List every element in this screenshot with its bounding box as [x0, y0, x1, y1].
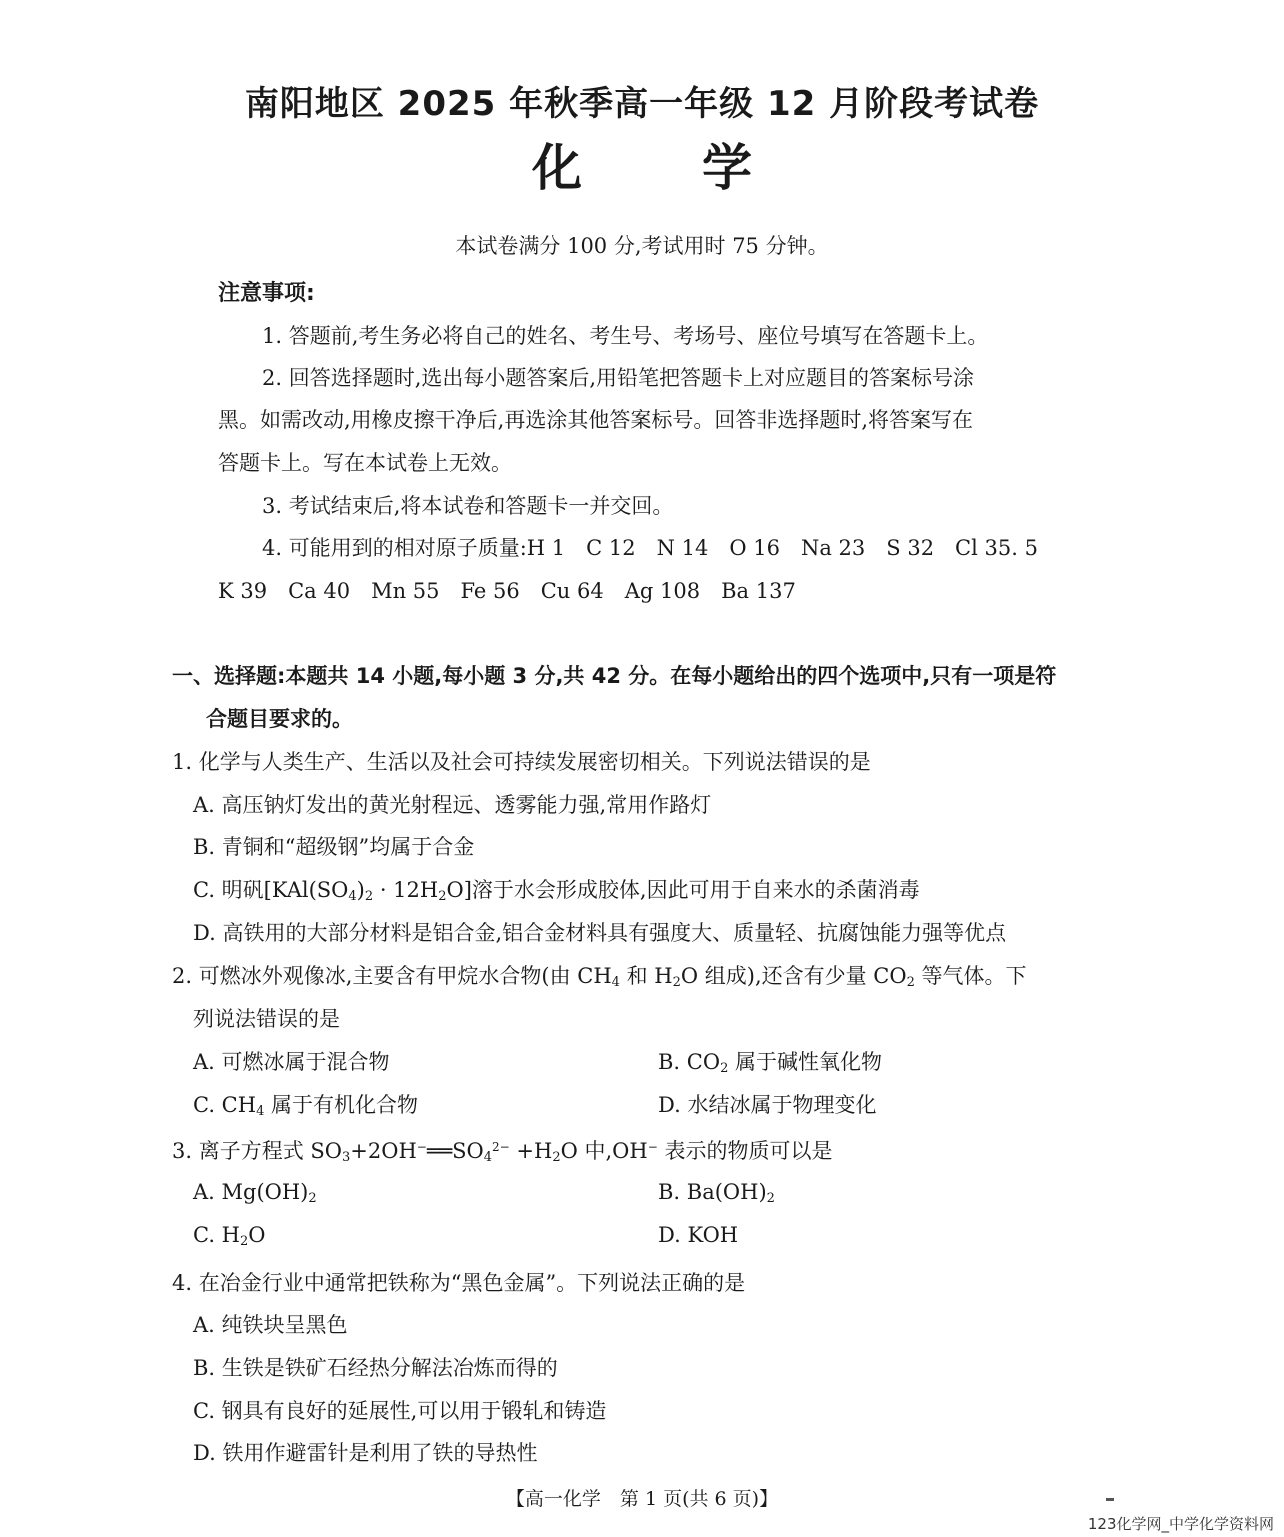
- notice-line: 黑。如需改动,用橡皮擦干净后,再选涂其他答案标号。回答非选择题时,将答案写在: [218, 408, 974, 432]
- text: 等气体。下: [914, 964, 1027, 988]
- q1-option-d: D. 高铁用的大部分材料是铝合金,铝合金材料具有强度大、质量轻、抗腐蚀能力强等优点: [193, 921, 1007, 945]
- text: +H: [509, 1139, 553, 1163]
- q3-option-c: [193, 1223, 265, 1249]
- text: A. Mg(OH): [193, 1180, 309, 1204]
- question-2-stem: [172, 960, 1027, 990]
- watermark: 123化学网_中学化学资料网: [1087, 1515, 1274, 1533]
- text: C. CH: [193, 1093, 257, 1117]
- text: O]溶于水会形成胶体,因此可用于自来水的杀菌消毒: [446, 878, 920, 902]
- text: 表示的物质可以是: [657, 1139, 833, 1163]
- notice-line: 3. 考试结束后,将本试卷和答题卡一并交回。: [262, 494, 674, 518]
- text: B. Ba(OH): [658, 1180, 767, 1204]
- subscript: 2: [720, 1061, 729, 1076]
- text: O 中,OH: [560, 1139, 648, 1163]
- text: B. CO: [658, 1050, 721, 1074]
- subscript: 2: [308, 1191, 317, 1206]
- subscript: 4: [348, 889, 357, 904]
- subject-title: 化学: [532, 139, 872, 197]
- page-footer: 【高一化学 第 1 页(共 6 页)】: [505, 1488, 779, 1510]
- subscript: 2: [552, 1150, 561, 1165]
- notice-line: 4. 可能用到的相对原子质量:H 1 C 12 N 14 O 16 Na 23 S 32 Cl 35. 5: [262, 536, 1038, 560]
- q2-option-d: D. 水结冰属于物理变化: [658, 1093, 877, 1117]
- q4-option-c: C. 钢具有良好的延展性,可以用于锻轧和铸造: [193, 1399, 607, 1423]
- text: 属于有机化合物: [264, 1093, 419, 1117]
- superscript: 2−: [492, 1140, 510, 1154]
- subscript: 4: [483, 1150, 493, 1165]
- subscript: 4: [256, 1104, 265, 1119]
- superscript: −: [416, 1140, 427, 1154]
- text: · 12H: [373, 878, 439, 902]
- q3-option-a: [193, 1180, 317, 1206]
- q1-option-c: [193, 874, 920, 904]
- subscript: 2: [438, 889, 447, 904]
- exam-meta: 本试卷满分 100 分,考试用时 75 分钟。: [455, 234, 829, 258]
- notice-heading: 注意事项:: [218, 281, 315, 306]
- question-2-stem-cont: 列说法错误的是: [193, 1007, 340, 1031]
- subscript: 2: [239, 1234, 249, 1249]
- text: 属于碱性氧化物: [728, 1050, 883, 1074]
- superscript: −: [647, 1140, 658, 1154]
- notice-line: 2. 回答选择题时,选出每小题答案后,用铅笔把答题卡上对应题目的答案标号涂: [262, 366, 975, 390]
- divider: [1106, 1498, 1114, 1501]
- q2-option-c: [193, 1089, 418, 1119]
- q4-option-b: B. 生铁是铁矿石经热分解法冶炼而得的: [193, 1356, 558, 1380]
- question-1-stem: 1. 化学与人类生产、生活以及社会可持续发展密切相关。下列说法错误的是: [172, 750, 871, 774]
- subscript: 2: [364, 889, 374, 904]
- text: O 组成),还含有少量 CO: [680, 964, 907, 988]
- notice-line: 1. 答题前,考生务必将自己的姓名、考生号、考场号、座位号填写在答题卡上。: [262, 324, 989, 348]
- notice-line: 答题卡上。写在本试卷上无效。: [218, 451, 512, 475]
- section-heading: 一、选择题:本题共 14 小题,每小题 3 分,共 42 分。在每小题给出的四个选项中,只有一项是符: [172, 664, 1057, 688]
- exam-title: 南阳地区 2025 年秋季高一年级 12 月阶段考试卷: [244, 84, 1040, 124]
- subscript: 3: [342, 1150, 351, 1165]
- text: C. 明矾[KAl(SO: [193, 878, 349, 902]
- q1-option-b: B. 青铜和“超级钢”均属于合金: [193, 835, 475, 859]
- question-4-stem: 4. 在冶金行业中通常把铁称为“黑色金属”。下列说法正确的是: [172, 1271, 746, 1295]
- subscript: 4: [611, 975, 620, 990]
- text: C. H: [193, 1223, 240, 1247]
- text: 和 H: [619, 964, 673, 988]
- text: 3. 离子方程式 SO: [172, 1139, 342, 1163]
- q4-option-d: D. 铁用作避雷针是利用了铁的导热性: [193, 1441, 538, 1465]
- question-3-stem: [172, 1135, 832, 1165]
- q1-option-a: A. 高压钠灯发出的黄光射程远、透雾能力强,常用作路灯: [193, 793, 712, 817]
- subscript: 2: [672, 975, 681, 990]
- q2-option-b: [658, 1046, 882, 1076]
- text: 2. 可燃冰外观像冰,主要含有甲烷水合物(由 CH: [172, 964, 612, 988]
- q3-option-d: D. KOH: [658, 1223, 739, 1247]
- text: O: [248, 1223, 266, 1247]
- text: ══SO: [426, 1139, 484, 1163]
- subscript: 2: [906, 975, 915, 990]
- text: +2OH: [350, 1139, 417, 1163]
- q4-option-a: A. 纯铁块呈黑色: [193, 1313, 348, 1337]
- q3-option-b: [658, 1180, 775, 1206]
- text: ): [356, 878, 365, 902]
- subscript: 2: [766, 1191, 775, 1206]
- notice-line: K 39 Ca 40 Mn 55 Fe 56 Cu 64 Ag 108 Ba 137: [218, 579, 796, 603]
- q2-option-a: A. 可燃冰属于混合物: [193, 1050, 390, 1074]
- section-heading-cont: 合题目要求的。: [206, 707, 353, 731]
